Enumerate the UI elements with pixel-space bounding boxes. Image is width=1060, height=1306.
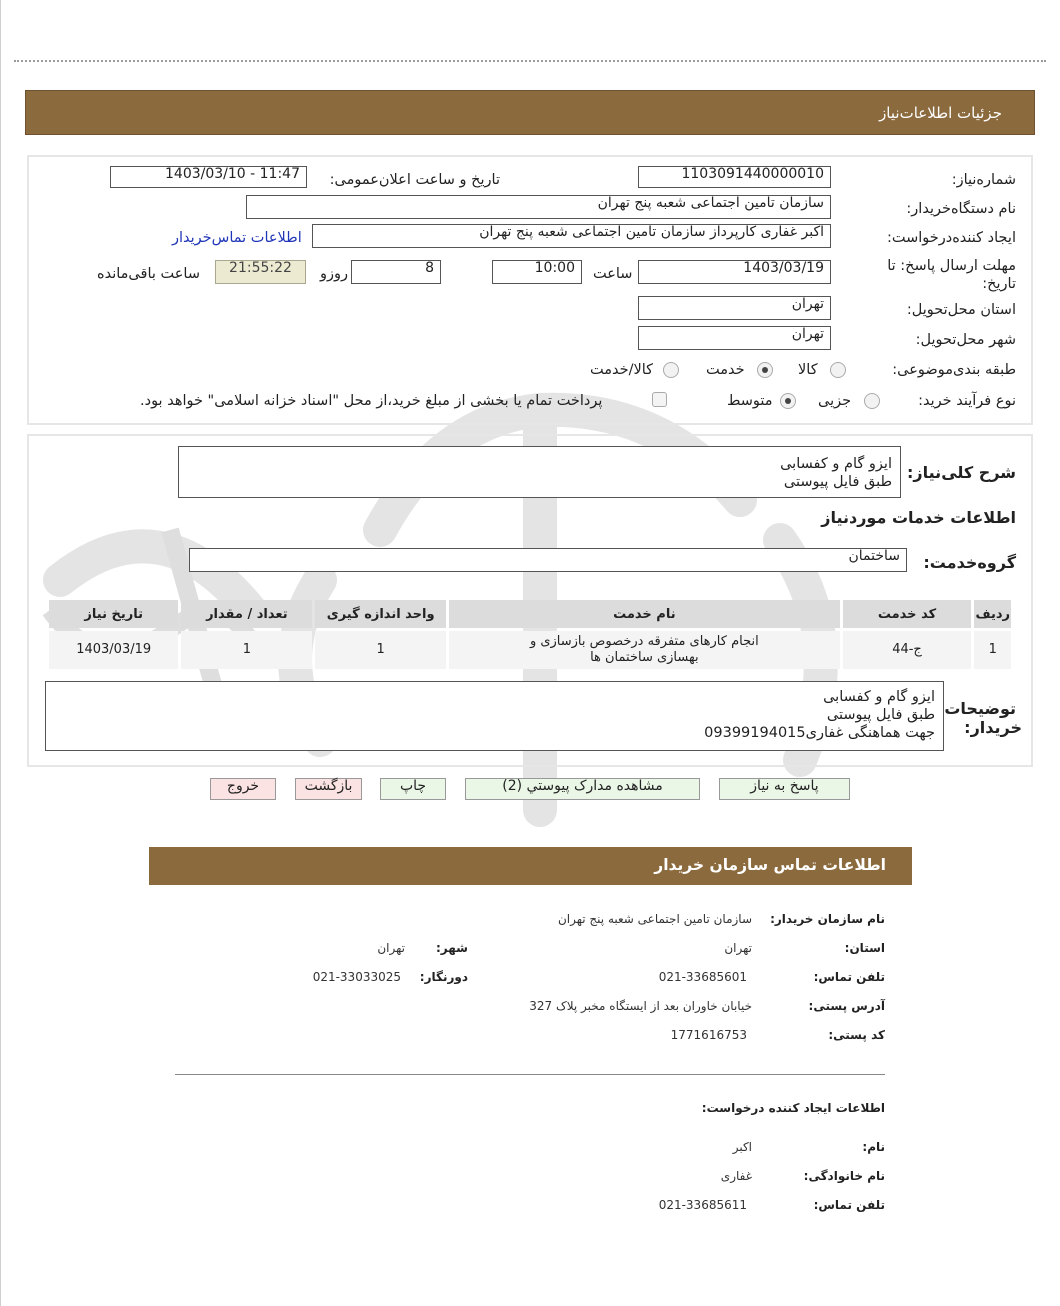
city-label: شهر محل‌تحویل: <box>915 332 1016 348</box>
province-label: استان محل‌تحویل: <box>906 302 1016 318</box>
phone-info-value: 021-33685601 <box>658 970 747 984</box>
buyer-notes-label-2: خریدار: <box>964 718 1022 737</box>
category-option-service: خدمت <box>706 362 745 378</box>
category-radio-goods-service[interactable] <box>663 362 679 378</box>
service-group-field: ساختمان <box>189 548 907 572</box>
buyer-contact-title-bar <box>149 847 912 885</box>
process-radio-minor[interactable] <box>864 393 880 409</box>
col-header-need-date: تاریخ نیاز <box>49 600 178 628</box>
cell-service-code: ج-44 <box>843 631 972 669</box>
need-description-line-1: ایزو گام و کفسابی <box>780 456 892 472</box>
creator-name-label: نام: <box>862 1140 885 1154</box>
contact-divider <box>175 1074 885 1075</box>
table-row <box>49 631 1011 669</box>
announce-datetime-label: تاریخ و ساعت اعلان‌عمومی: <box>329 172 500 188</box>
page-left-border <box>0 0 1 1306</box>
remaining-time-label: ساعت باقی‌مانده <box>97 266 200 282</box>
buyer-notes-box <box>45 681 944 751</box>
postal-code-label: کد پستی: <box>828 1028 885 1042</box>
need-number-field: 1103091440000010 <box>638 166 831 188</box>
fax-info-value: 021-33033025 <box>312 970 401 984</box>
buyer-contact-title: اطلاعات تماس سازمان خریدار <box>654 856 886 874</box>
services-heading: اطلاعات خدمات موردنیاز <box>821 508 1016 527</box>
page-title-bar <box>25 90 1035 135</box>
remaining-time-field: 21:55:22 <box>215 260 306 284</box>
buyer-notes-line-1: ایزو گام و کفسابی <box>823 689 935 705</box>
postal-code-value: 1771616753 <box>670 1028 747 1042</box>
org-name-label: نام سازمان خریدار: <box>770 912 885 926</box>
city-info-label: شهر: <box>436 941 468 955</box>
cell-quantity: 1 <box>181 631 312 669</box>
process-radio-medium[interactable] <box>780 393 796 409</box>
cell-service-name-text: انجام کارهای متفرقه درخصوص بازسازی و بهسازی ساختمان ها <box>529 634 759 665</box>
buyer-notes-label: توضیحات <box>944 699 1016 718</box>
col-header-quantity: تعداد / مقدار <box>181 600 312 628</box>
need-description-box <box>178 446 901 498</box>
page-title: جزئیات اطلاعات‌نیاز <box>879 104 1002 122</box>
creator-info-heading: اطلاعات ایجاد کننده درخواست: <box>701 1101 885 1115</box>
category-option-goods-service: کالا/خدمت <box>590 362 654 378</box>
fax-info-label: دورنگار: <box>419 970 468 984</box>
back-button[interactable]: بازگشت <box>295 778 362 800</box>
need-description-label: شرح کلی‌نیاز: <box>907 463 1016 482</box>
treasury-payment-note: پرداخت تمام یا بخشی از مبلغ خرید،از محل "اسناد خزانه اسلامی" خواهد بود. <box>140 393 603 409</box>
deadline-time-field: 10:00 <box>492 260 582 284</box>
province-info-label: استان: <box>844 941 885 955</box>
creator-name-value: اکبر <box>732 1140 752 1154</box>
col-header-unit: واحد اندازه گیری <box>315 600 446 628</box>
process-label: نوع فرآیند خرید: <box>918 393 1016 409</box>
category-radio-service[interactable] <box>757 362 773 378</box>
need-description-line-2: طبق فایل پیوستی <box>783 474 892 490</box>
deadline-time-label: ساعت <box>593 266 633 282</box>
address-info-label: آدرس پستی: <box>808 999 885 1013</box>
view-attachments-button[interactable]: مشاهده مدارک پیوستي (2) <box>465 778 700 800</box>
buyer-contact-link[interactable]: اطلاعات تماس‌خریدار <box>172 230 302 246</box>
cell-service-name <box>449 631 839 669</box>
remaining-days-field: 8 <box>351 260 441 284</box>
creator-family-label: نام خانوادگی: <box>803 1169 885 1183</box>
announce-datetime-field: 1403/03/10 - 11:47 <box>110 166 307 188</box>
process-option-minor: جزیی <box>818 393 852 409</box>
creator-family-value: غفاری <box>720 1169 752 1183</box>
org-name-value: سازمان تامین اجتماعی شعبه پنج تهران <box>557 912 752 926</box>
creator-phone-label: تلفن تماس: <box>813 1198 885 1212</box>
top-dotted-divider <box>14 60 1046 62</box>
province-field: تهران <box>638 296 831 320</box>
service-group-label: گروه‌خدمت: <box>923 553 1016 572</box>
respond-button[interactable]: پاسخ به نیاز <box>719 778 850 800</box>
cell-unit: 1 <box>315 631 446 669</box>
creator-field: اکبر غفاری کارپرداز سازمان تامین اجتماعی شعبه پنج تهران <box>312 224 831 248</box>
buyer-org-label: نام دستگاه‌خریدار: <box>906 201 1016 217</box>
exit-button[interactable]: خروج <box>210 778 276 800</box>
deadline-label-date: تاریخ: <box>982 276 1016 292</box>
days-label: روزو <box>320 266 349 282</box>
services-table <box>46 597 1014 672</box>
category-option-goods: کالا <box>798 362 818 378</box>
creator-phone-value: 021-33685611 <box>658 1198 747 1212</box>
treasury-payment-checkbox[interactable] <box>652 392 667 407</box>
services-table-header <box>49 600 1011 628</box>
need-number-label: شماره‌نیاز: <box>951 172 1016 188</box>
city-field: تهران <box>638 326 831 350</box>
category-label: طبقه بندی‌موضوعی: <box>892 362 1016 378</box>
print-button[interactable]: چاپ <box>380 778 446 800</box>
city-info-value: تهران <box>377 941 405 955</box>
buyer-notes-line-3: جهت هماهنگی غفاری09399194015 <box>704 725 935 741</box>
col-header-service-name: نام خدمت <box>449 600 839 628</box>
col-header-service-code: کد خدمت <box>843 600 972 628</box>
buyer-org-field: سازمان تامین اجتماعی شعبه پنج تهران <box>246 195 831 219</box>
address-info-value: خیابان خاوران بعد از ایستگاه مخبر پلاک 327 <box>529 999 752 1013</box>
creator-label: ایجاد کننده‌درخواست: <box>887 230 1016 246</box>
col-header-row: ردیف <box>974 600 1011 628</box>
buyer-notes-line-2: طبق فایل پیوستی <box>826 707 935 723</box>
province-info-value: تهران <box>724 941 752 955</box>
process-option-medium: متوسط <box>727 393 773 409</box>
deadline-label: مهلت ارسال پاسخ: تا <box>887 258 1016 274</box>
category-radio-goods[interactable] <box>830 362 846 378</box>
cell-row-number: 1 <box>974 631 1011 669</box>
phone-info-label: تلفن تماس: <box>813 970 885 984</box>
cell-need-date: 1403/03/19 <box>49 631 178 669</box>
deadline-date-field: 1403/03/19 <box>638 260 831 284</box>
